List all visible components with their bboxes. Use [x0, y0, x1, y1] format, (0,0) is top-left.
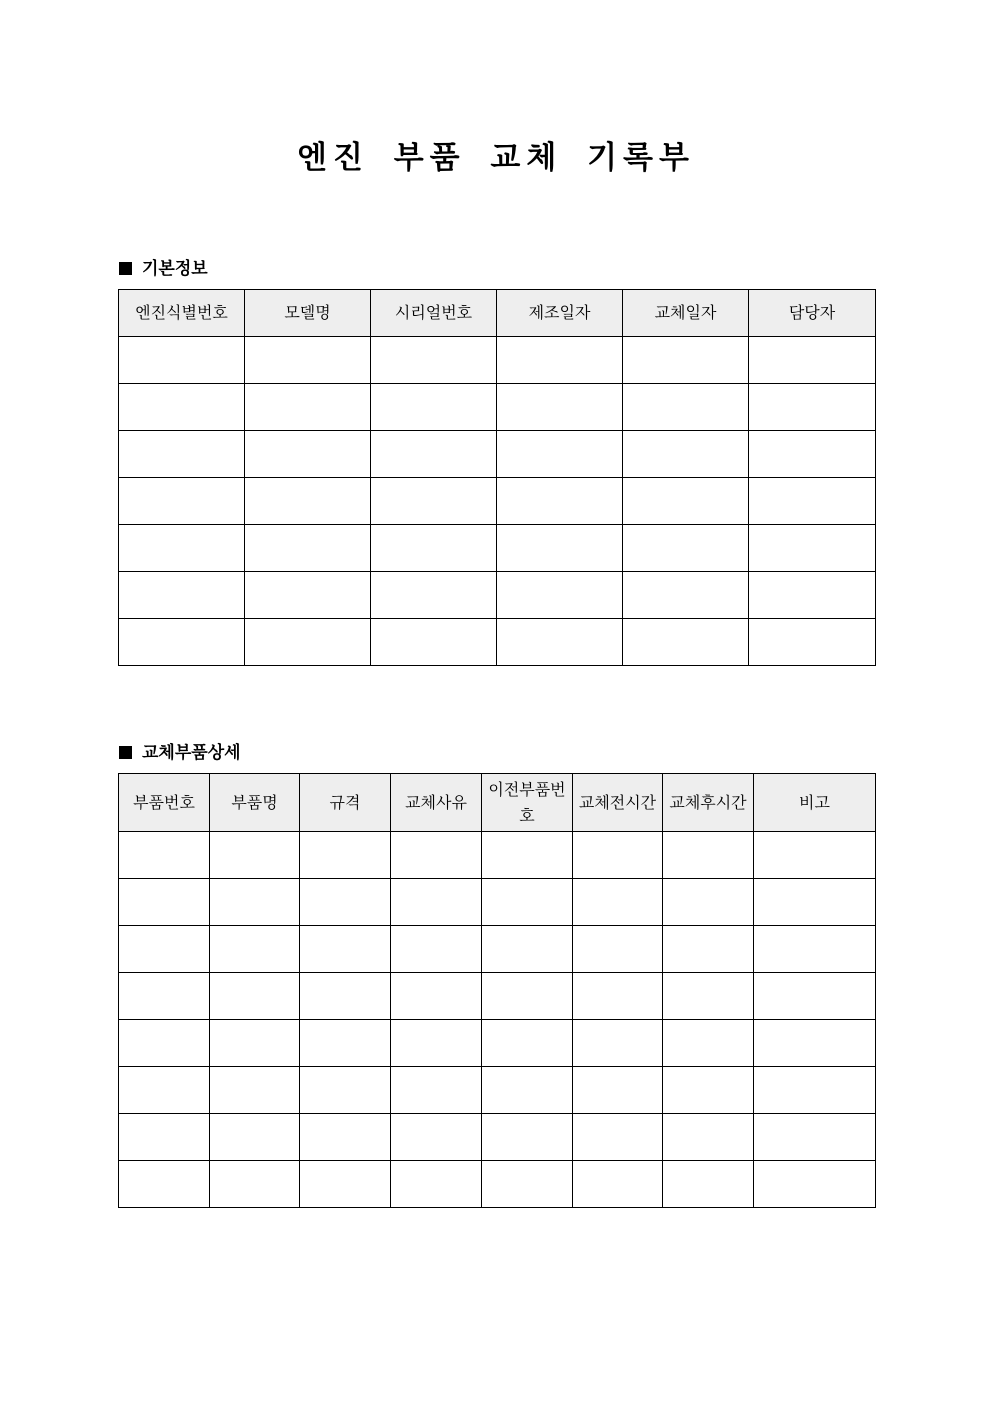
table-cell[interactable] [210, 973, 300, 1020]
table-row [119, 337, 876, 384]
table-cell[interactable] [391, 879, 482, 926]
column-header: 부품번호 [119, 774, 210, 832]
table-cell[interactable] [497, 619, 623, 666]
table-cell[interactable] [245, 525, 371, 572]
table-cell[interactable] [749, 384, 876, 431]
table-cell[interactable] [497, 431, 623, 478]
table-cell[interactable] [573, 1114, 663, 1161]
table-cell[interactable] [663, 1114, 754, 1161]
parts-detail-heading-label: 교체부품상세 [142, 743, 241, 763]
parts-detail-table [118, 773, 876, 1208]
table-row [119, 879, 876, 926]
table-cell[interactable] [749, 337, 876, 384]
column-header: 담당자 [749, 290, 876, 337]
table-cell[interactable] [300, 1020, 391, 1067]
table-cell[interactable] [663, 1020, 754, 1067]
table-cell[interactable] [482, 879, 573, 926]
table-cell[interactable] [663, 879, 754, 926]
table-cell[interactable] [391, 973, 482, 1020]
column-header: 규격 [300, 774, 391, 832]
table-row [119, 525, 876, 572]
table-cell[interactable] [371, 619, 497, 666]
table-cell[interactable] [119, 525, 245, 572]
basic-info-header-row [119, 290, 876, 337]
table-cell[interactable] [210, 832, 300, 879]
table-cell[interactable] [119, 1114, 210, 1161]
table-cell[interactable] [482, 1020, 573, 1067]
table-cell[interactable] [749, 431, 876, 478]
table-cell[interactable] [210, 926, 300, 973]
column-header: 교체사유 [391, 774, 482, 832]
table-cell[interactable] [119, 1067, 210, 1114]
column-header: 교체전시간 [573, 774, 663, 832]
table-cell[interactable] [497, 337, 623, 384]
table-cell[interactable] [497, 478, 623, 525]
page-title: 엔진 부품 교체 기록부 [297, 140, 695, 176]
parts-detail-header-row [119, 774, 876, 832]
table-cell[interactable] [245, 619, 371, 666]
table-cell[interactable] [245, 478, 371, 525]
table-cell[interactable] [623, 384, 749, 431]
table-cell[interactable] [754, 1067, 876, 1114]
table-cell[interactable] [119, 619, 245, 666]
table-cell[interactable] [300, 973, 391, 1020]
table-cell[interactable] [371, 431, 497, 478]
table-row [119, 619, 876, 666]
column-header: 엔진식별번호 [119, 290, 245, 337]
table-cell[interactable] [663, 926, 754, 973]
column-header: 시리얼번호 [371, 290, 497, 337]
table-cell[interactable] [119, 478, 245, 525]
table-cell[interactable] [749, 478, 876, 525]
table-cell[interactable] [623, 478, 749, 525]
table-cell[interactable] [573, 879, 663, 926]
table-cell[interactable] [245, 431, 371, 478]
table-cell[interactable] [300, 1067, 391, 1114]
table-cell[interactable] [300, 926, 391, 973]
table-cell[interactable] [573, 832, 663, 879]
column-header: 이전부품번호 [482, 774, 573, 832]
table-cell[interactable] [497, 525, 623, 572]
table-row [119, 1067, 876, 1114]
table-cell[interactable] [371, 478, 497, 525]
table-cell[interactable] [119, 1020, 210, 1067]
table-cell[interactable] [371, 384, 497, 431]
table-row [119, 431, 876, 478]
table-cell[interactable] [300, 1114, 391, 1161]
table-cell[interactable] [119, 431, 245, 478]
table-cell[interactable] [391, 832, 482, 879]
column-header: 부품명 [210, 774, 300, 832]
table-cell[interactable] [391, 1067, 482, 1114]
table-row [119, 384, 876, 431]
table-cell[interactable] [482, 926, 573, 973]
table-cell[interactable] [497, 572, 623, 619]
table-cell[interactable] [245, 572, 371, 619]
table-cell[interactable] [497, 384, 623, 431]
table-cell[interactable] [119, 337, 245, 384]
table-cell[interactable] [482, 1067, 573, 1114]
basic-info-heading [119, 254, 208, 279]
table-cell[interactable] [245, 384, 371, 431]
table-cell[interactable] [119, 973, 210, 1020]
table-cell[interactable] [573, 926, 663, 973]
square-bullet-icon [119, 746, 132, 759]
table-cell[interactable] [300, 832, 391, 879]
table-cell[interactable] [573, 973, 663, 1020]
table-cell[interactable] [749, 619, 876, 666]
column-header: 교체일자 [623, 290, 749, 337]
table-row [119, 1020, 876, 1067]
table-cell[interactable] [749, 525, 876, 572]
column-header: 제조일자 [497, 290, 623, 337]
table-cell[interactable] [623, 572, 749, 619]
table-cell[interactable] [623, 525, 749, 572]
table-cell[interactable] [623, 431, 749, 478]
table-cell[interactable] [210, 1067, 300, 1114]
basic-info-table [118, 289, 876, 666]
table-cell[interactable] [245, 337, 371, 384]
table-cell[interactable] [119, 384, 245, 431]
parts-detail-heading [119, 738, 241, 763]
table-cell[interactable] [754, 1114, 876, 1161]
table-cell[interactable] [210, 1114, 300, 1161]
table-cell[interactable] [391, 1114, 482, 1161]
table-cell[interactable] [371, 337, 497, 384]
table-cell[interactable] [210, 879, 300, 926]
table-cell[interactable] [119, 1161, 210, 1208]
table-row [119, 1114, 876, 1161]
table-row [119, 832, 876, 879]
table-cell[interactable] [754, 1020, 876, 1067]
basic-info-heading-label: 기본정보 [142, 259, 208, 279]
table-cell[interactable] [749, 572, 876, 619]
table-cell[interactable] [391, 1161, 482, 1208]
table-cell[interactable] [663, 1067, 754, 1114]
square-bullet-icon [119, 262, 132, 275]
column-header: 교체후시간 [663, 774, 754, 832]
table-cell[interactable] [391, 1020, 482, 1067]
table-row [119, 478, 876, 525]
table-cell[interactable] [482, 973, 573, 1020]
table-cell[interactable] [482, 1161, 573, 1208]
table-cell[interactable] [371, 572, 497, 619]
table-cell[interactable] [210, 1020, 300, 1067]
table-cell[interactable] [663, 973, 754, 1020]
table-cell[interactable] [371, 525, 497, 572]
table-cell[interactable] [573, 1020, 663, 1067]
table-cell[interactable] [754, 926, 876, 973]
table-cell[interactable] [754, 1161, 876, 1208]
table-cell[interactable] [210, 1161, 300, 1208]
column-header: 비고 [754, 774, 876, 832]
table-cell[interactable] [300, 879, 391, 926]
table-cell[interactable] [119, 832, 210, 879]
table-cell[interactable] [300, 1161, 391, 1208]
table-cell[interactable] [119, 926, 210, 973]
table-row [119, 1161, 876, 1208]
table-cell[interactable] [754, 973, 876, 1020]
column-header: 모델명 [245, 290, 371, 337]
table-cell[interactable] [391, 926, 482, 973]
table-cell[interactable] [573, 1161, 663, 1208]
table-cell[interactable] [482, 832, 573, 879]
table-cell[interactable] [119, 572, 245, 619]
table-row [119, 973, 876, 1020]
table-row [119, 926, 876, 973]
table-cell[interactable] [663, 1161, 754, 1208]
table-cell[interactable] [573, 1067, 663, 1114]
table-cell[interactable] [119, 879, 210, 926]
table-cell[interactable] [663, 832, 754, 879]
table-cell[interactable] [623, 337, 749, 384]
table-cell[interactable] [754, 832, 876, 879]
table-row [119, 572, 876, 619]
table-cell[interactable] [482, 1114, 573, 1161]
table-cell[interactable] [623, 619, 749, 666]
table-cell[interactable] [754, 879, 876, 926]
